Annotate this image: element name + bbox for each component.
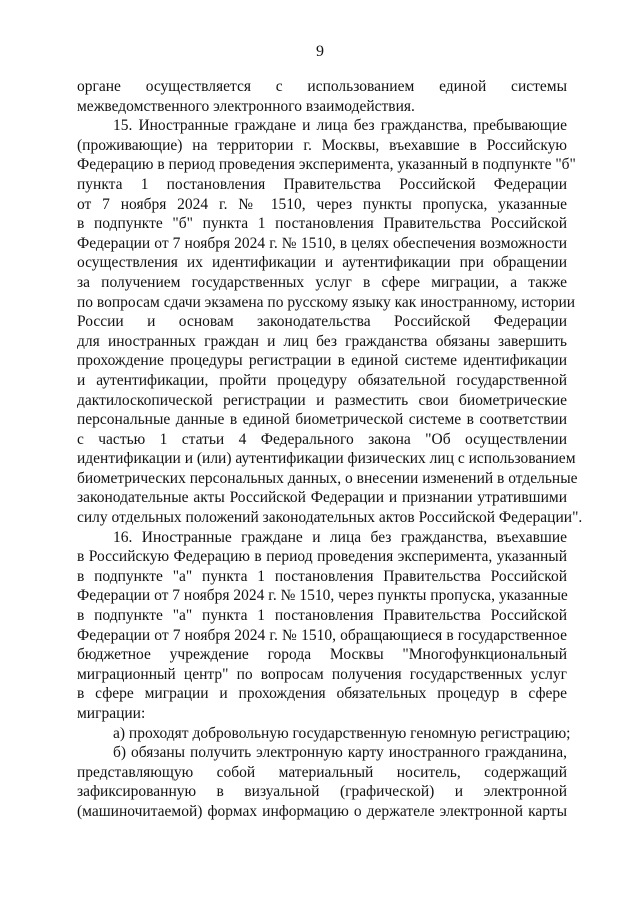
- text-line: миграционный центр" по вопросам получения государственных услуг: [77, 665, 567, 683]
- text-line: Федерацию в период проведения эксперимента, указанный в подпункте "б": [77, 156, 576, 174]
- text-line: Федерации от 7 ноября 2024 г. № 1510, в целях обеспечения возможности: [77, 234, 567, 252]
- text-line: органе осуществляется с использованием единой системы: [77, 78, 567, 95]
- document-body: [77, 77, 583, 822]
- text-line: за получением государственных услуг в сфере миграции, а также: [77, 273, 567, 291]
- text-line: представляющую собой материальный носитель, содержащий: [77, 763, 567, 781]
- text-line: миграции:: [77, 705, 146, 722]
- text-line: дактилоскопической регистрации и разместить свои биометрические: [77, 391, 567, 409]
- text-line: в подпункте "б" пункта 1 постановления Правительства Российской: [77, 215, 567, 233]
- text-line: Федерации от 7 ноября 2024 г. № 1510, через пункты пропуска, указанные: [77, 587, 568, 605]
- text-line: межведомственного электронного взаимодействия.: [77, 97, 415, 115]
- text-line: (машиночитаемой) формах информацию о держателе электронной карты: [77, 802, 567, 820]
- text-line: а) проходят добровольную государственную геномную регистрацию;: [113, 724, 571, 742]
- text-line: и аутентификации, пройти процедуру обязательной государственной: [77, 371, 567, 389]
- text-line: с частью 1 статьи 4 Федерального закона "Об осуществлении: [77, 430, 567, 448]
- text-line: (проживающие) на территории г. Москвы, въехавшие в Российскую: [77, 136, 567, 154]
- text-line: б) обязаны получить электронную карту иностранного гражданина,: [113, 744, 567, 762]
- text-line: от 7 ноября 2024 г. № 1510, через пункты пропуска, указанные: [77, 195, 567, 213]
- text-line: в подпункте "а" пункта 1 постановления Правительства Российской: [77, 567, 567, 585]
- text-line: пункта 1 постановления Правительства Российской Федерации: [77, 175, 567, 193]
- text-line: персональные данные в единой биометрической системе в соответствии: [77, 411, 567, 429]
- text-line: в подпункте "а" пункта 1 постановления Правительства Российской: [77, 607, 567, 625]
- text-line: Федерации от 7 ноября 2024 г. № 1510, обращающиеся в государственное: [77, 626, 567, 644]
- text-line: по вопросам сдачи экзамена по русскому языку как иностранному, истории: [77, 293, 576, 311]
- text-line: для иностранных граждан и лиц без гражданства обязаны завершить: [77, 332, 567, 350]
- text-line: России и основам законодательства Российской Федерации: [77, 313, 567, 331]
- text-line: прохождение процедуры регистрации в единой системе идентификации: [77, 352, 567, 370]
- text-line: биометрических персональных данных, о внесении изменений в отдельные: [77, 469, 578, 487]
- text-line: в Российскую Федерацию в период проведения эксперимента, указанный: [77, 548, 567, 566]
- text-line: бюджетное учреждение города Москвы "Многофункциональный: [77, 646, 567, 664]
- text-line: зафиксированную в визуальной (графической) и электронной: [77, 783, 567, 801]
- text-line: силу отдельных положений законодательных актов Российской Федерации".: [77, 509, 583, 527]
- text-line: 15. Иностранные граждане и лица без гражданства, пребывающие: [113, 117, 567, 135]
- text-line: идентификации и (или) аутентификации физических лиц с использованием: [77, 450, 576, 468]
- text-line: осуществления их идентификации и аутентификации при обращении: [77, 254, 567, 272]
- text-line: в сфере миграции и прохождения обязательных процедур в сфере: [77, 685, 567, 703]
- text-line: законодательные акты Российской Федерации и признании утратившими: [77, 489, 567, 507]
- page-number: 9: [316, 43, 324, 60]
- text-line: 16. Иностранные граждане и лица без гражданства, въехавшие: [113, 528, 567, 546]
